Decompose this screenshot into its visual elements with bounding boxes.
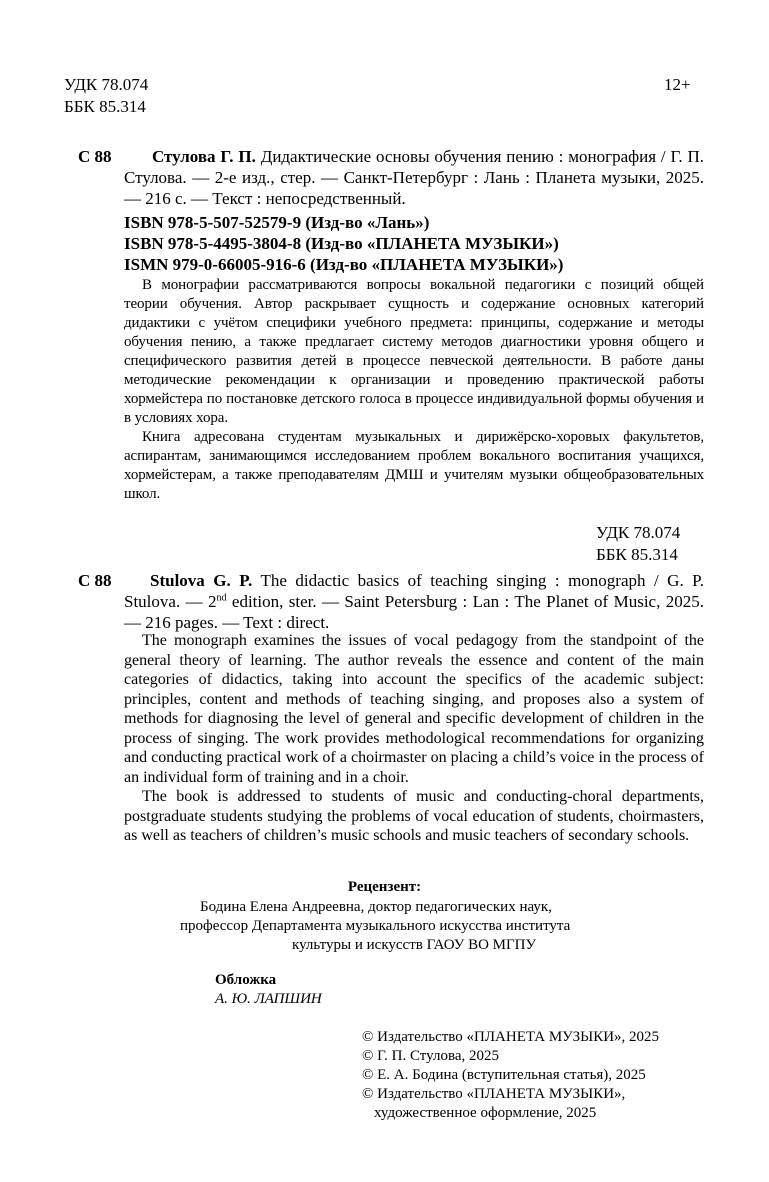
ru-library-code: С 88 bbox=[78, 147, 112, 166]
reviewer-line: культуры и искусств ГАОУ ВО МГПУ bbox=[292, 937, 537, 953]
copyright-line: © Г. П. Стулова, 2025 bbox=[362, 1048, 499, 1064]
ismn-line: ISMN 979-0-66005-916-6 (Изд-во «ПЛАНЕТА МУЗЫКИ») bbox=[124, 255, 564, 274]
copyright-block bbox=[362, 1028, 659, 1123]
header-bbk: ББК 85.314 bbox=[64, 97, 146, 116]
ru-citation-text: Дидактические основы обучения пению : монография / Г. П. Стулова. — 2-е изд., стер. — Санкт-Петербург : Лань : Планета музыки, 2025. — 216 с. — Текст : непосредственный. bbox=[124, 147, 704, 208]
isbn-line: ISBN 978-5-4495-3804-8 (Изд-во «ПЛАНЕТА МУЗЫКИ») bbox=[124, 234, 559, 253]
ru-udk: УДК 78.074 bbox=[596, 523, 681, 542]
isbn-list bbox=[124, 212, 563, 275]
copyright-line: © Издательство «ПЛАНЕТА МУЗЫКИ», bbox=[362, 1086, 626, 1102]
cover-heading: Обложка bbox=[215, 972, 277, 988]
copyright-line: художественное оформление, 2025 bbox=[374, 1105, 597, 1121]
isbn-line: ISBN 978-5-507-52579-9 (Изд-во «Лань») bbox=[124, 213, 430, 232]
ru-bbk: ББК 85.314 bbox=[596, 545, 678, 564]
copyright-line: © Издательство «ПЛАНЕТА МУЗЫКИ», 2025 bbox=[362, 1029, 660, 1045]
ru-abstract-paragraph: Книга адресована студентам музыкальных и дирижёрско-хоровых факультетов, аспирантам, занимающимся исследованием проблем вокального воспитания учащихся, хормейстерам, а также преподавателям ДМШ и учителям музыки общеобразовательных школ. bbox=[124, 429, 704, 502]
age-rating: 12+ bbox=[664, 75, 691, 94]
reviewer-heading: Рецензент: bbox=[347, 879, 422, 895]
en-citation: Stulova G. P. The didactic basics of teaching singing : monograph / G. P. Stulova. — 2nd edition, ster. — Saint Petersburg : Lan : The Planet of Music, 2025. — 216 pages. — Text : direct. bbox=[124, 571, 705, 632]
ru-citation bbox=[124, 146, 704, 209]
en-abstract-paragraph: The monograph examines the issues of vocal pedagogy from the standpoint of the general theory of learning. The author reveals the essence and content of the main categories of didactics, taking into account the specifics of the academic subject: principles, content and methods of teaching singing, and proposes also a system of methods for diagnosing the level of general and specific development of children in the process of singing. The work provides methodological recommendations for organizing and conducting practical work of a choirmaster on placing a child’s voice in the process of an individual form of training and in a choir. bbox=[124, 632, 704, 786]
cover-artist: А. Ю. ЛАПШИН bbox=[215, 991, 322, 1007]
reviewer-line: профессор Департамента музыкального искусства института bbox=[180, 918, 571, 934]
en-abstract-paragraph: The book is addressed to students of music and conducting-choral departments, postgraduate students studying the problems of vocal education of students, choirmasters, as well as teachers of children’s music schools and music teachers of secondary schools. bbox=[124, 788, 704, 844]
copyright-line: © Е. А. Бодина (вступительная статья), 2025 bbox=[362, 1067, 646, 1083]
reviewer-line: Бодина Елена Андреевна, доктор педагогических наук, bbox=[200, 899, 552, 915]
en-abstract bbox=[124, 631, 704, 846]
header-udk: УДК 78.074 bbox=[64, 75, 149, 94]
en-library-code: С 88 bbox=[78, 571, 112, 590]
en-author: Stulova G. P. bbox=[150, 571, 253, 590]
ru-abstract bbox=[124, 276, 704, 504]
ru-abstract-paragraph: В монографии рассматриваются вопросы вокальной педагогики с позиций общей теории обучения. Автор раскрывает сущность и содержание основных категорий дидактики с учётом специфики учебного предмета: принципы, содержание и методы обучения пению, а также предлагает систему методов диагностики уровня общего и специфического развития детей в процессе певческой деятельности. В работе даны методические рекомендации к организации и проведению практической работы хормейстера по постановке детского голоса в процессе индивидуальной формы обучения и в условиях хора. bbox=[124, 277, 704, 426]
ru-author: Стулова Г. П. bbox=[152, 147, 256, 166]
